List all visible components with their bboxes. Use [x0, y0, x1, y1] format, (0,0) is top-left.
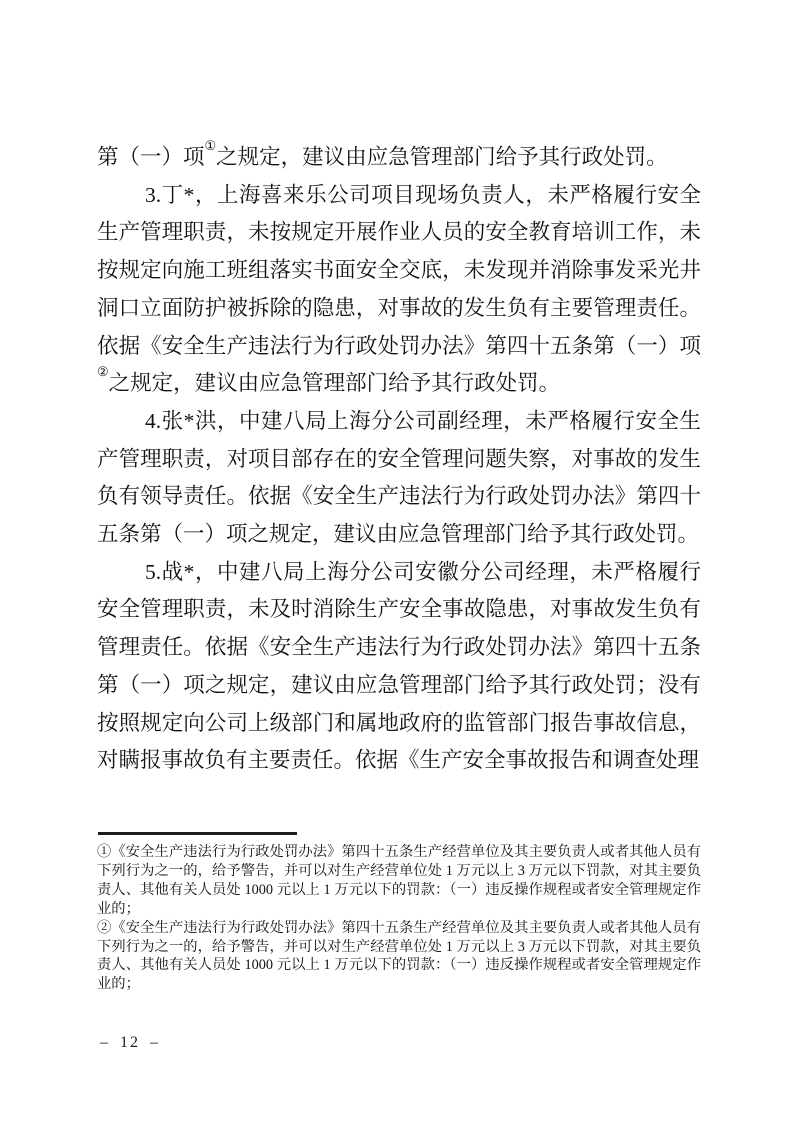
footnotes-section: [97, 843, 701, 994]
footnote-1: [97, 843, 701, 919]
paragraph-item-5: [97, 554, 701, 780]
footnote-ref-1: ①: [204, 138, 217, 153]
paragraph-item-4: [97, 403, 701, 554]
document-body: [97, 139, 701, 780]
footnote-text: ②《安全生产违法行为行政处罚办法》第四十五条生产经营单位及其主要负责人或者其他人员有下列行为之一的，给予警告，并可以对生产经营单位处 1 万元以上 3 万元以下罚款，对其主要负责人、其他有关人员处 1000 元以上 1 万元以下的罚款：（一）违反操作规程或者安全管理规定作业的；: [97, 919, 701, 993]
footnote-text: ①《安全生产违法行为行政处罚办法》第四十五条生产经营单位及其主要负责人或者其他人员有下列行为之一的，给予警告，并可以对生产经营单位处 1 万元以上 3 万元以下罚款，对其主要负责人、其他有关人员处 1000 元以上 1 万元以下的罚款：（一）违反操作规程或者安全管理规定作业的；: [97, 844, 701, 917]
paragraph-text: 4.张*洪，中建八局上海分公司副经理，未严格履行安全生产管理职责，对项目部存在的安全管理问题失察，对事故的发生负有领导责任。依据《安全生产违法行为行政处罚办法》第四十五条第（一）项之规定，建议由应急管理部门给予其行政处罚。: [97, 408, 701, 547]
footnote-2: [97, 919, 701, 995]
paragraph-item-3: [97, 177, 701, 403]
paragraph-text: 之规定，建议由应急管理部门给予其行政处罚。: [108, 371, 561, 396]
paragraph-text: 5.战*，中建八局上海分公司安徽分公司经理，未严格履行安全管理职责，未及时消除生产安全事故隐患，对事故发生负有管理责任。依据《安全生产违法行为行政处罚办法》第四十五条第（一）项之规定，建议由应急管理部门给予其行政处罚；没有按照规定向公司上级部门和属地政府的监管部门报告事故信息，对瞒报事故负有主要责任。依据《生产安全事故报告和调查处理: [97, 559, 701, 773]
paragraph-text: 第（一）项: [97, 145, 205, 169]
paragraph-continuation: [97, 139, 701, 177]
footnote-ref-2: ②: [97, 364, 109, 380]
paragraph-text: 3.丁*，上海喜来乐公司项目现场负责人，未严格履行安全生产管理职责，未按规定开展作业人员的安全教育培训工作，未按规定向施工班组落实书面安全交底，未发现并消除事发采光井洞口立面防护被拆除的隐患，对事故的发生负有主要管理责任。依据《安全生产违法行为行政处罚办法》第四十五条第（一）项: [97, 182, 701, 358]
footnote-separator: [98, 832, 297, 835]
page-number: – 12 –: [100, 1034, 160, 1051]
paragraph-text: 之规定，建议由应急管理部门给予其行政处罚。: [216, 145, 668, 169]
